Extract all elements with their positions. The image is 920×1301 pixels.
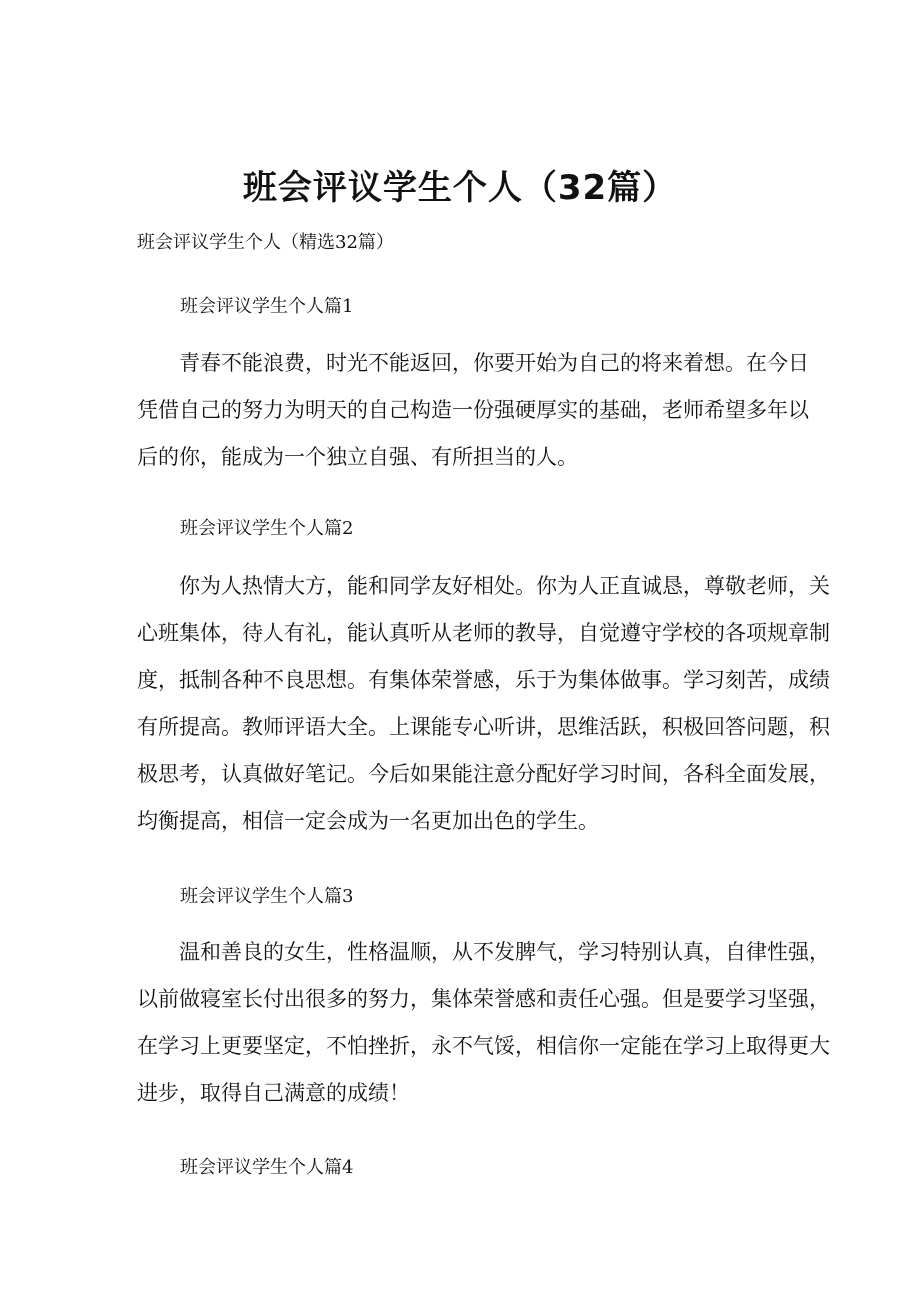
paragraph-line: 心班集体，待人有礼，能认真听从老师的教导，自觉遵守学校的各项规章制 [137,621,830,645]
section-heading-1: 班会评议学生个人篇1 [180,296,354,317]
paragraph-line: 后的你，能成为一个独立自强、有所担当的人。 [137,445,578,469]
section-heading-4: 班会评议学生个人篇4 [180,1157,354,1178]
paragraph-line: 均衡提高，相信一定会成为一名更加出色的学生。 [137,809,599,833]
section-body-2 [137,563,830,845]
paragraph-line: 凭借自己的努力为明天的自己构造一份强硬厚实的基础，老师希望多年以 [137,398,809,422]
paragraph-line: 在学习上更要坚定，不怕挫折，永不气馁，相信你一定能在学习上取得更大 [137,1034,830,1058]
document-title: 班会评议学生个人（32篇） [242,168,678,208]
paragraph-line: 有所提高。教师评语大全。上课能专心听讲，思维活跃，积极回答问题，积 [137,715,830,739]
document-subtitle: 班会评议学生个人（精选32篇） [137,232,394,253]
paragraph-line: 以前做寝室长付出很多的努力，集体荣誉感和责任心强。但是要学习坚强， [137,987,830,1011]
paragraph-line: 你为人热情大方，能和同学友好相处。你为人正直诚恳，尊敬老师，关 [179,574,830,598]
section-body-1 [137,340,809,481]
paragraph-line: 度，抵制各种不良思想。有集体荣誉感，乐于为集体做事。学习刻苦，成绩 [137,668,830,692]
section-body-3 [137,929,830,1117]
paragraph-line: 青春不能浪费，时光不能返回，你要开始为自己的将来着想。在今日 [179,351,809,375]
section-heading-3: 班会评议学生个人篇3 [180,886,354,907]
section-heading-2: 班会评议学生个人篇2 [180,518,354,539]
paragraph-line: 极思考，认真做好笔记。今后如果能注意分配好学习时间，各科全面发展， [137,762,830,786]
paragraph-line: 温和善良的女生，性格温顺，从不发脾气，学习特别认真，自律性强， [179,940,830,964]
paragraph-line: 进步，取得自己满意的成绩！ [137,1081,410,1105]
